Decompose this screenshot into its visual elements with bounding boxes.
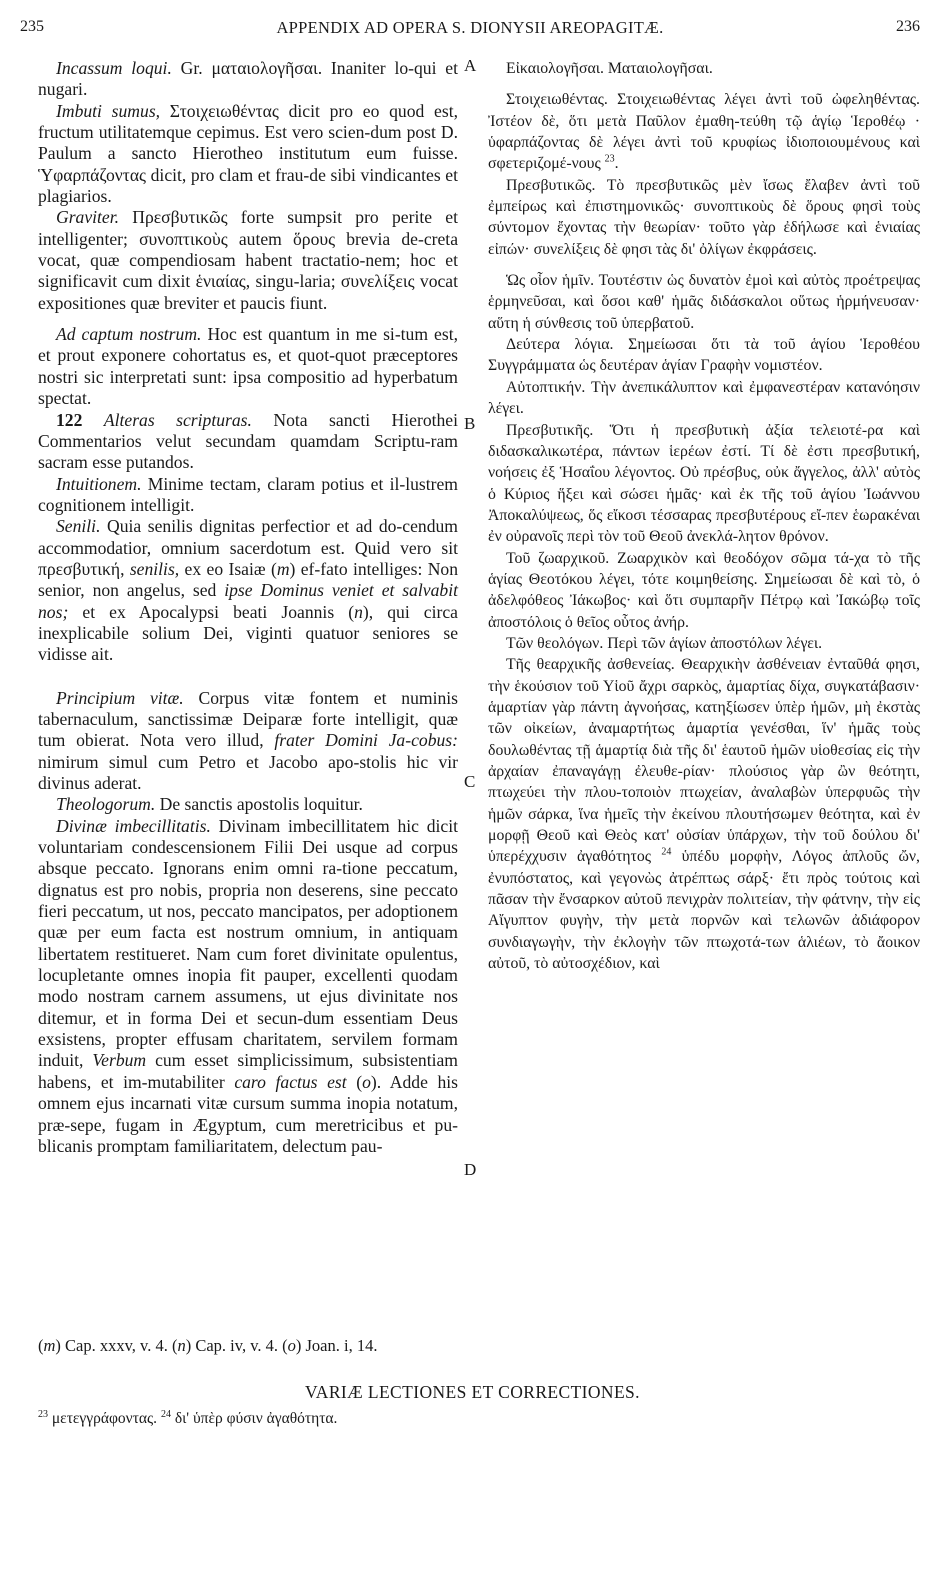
- greek-paragraph: Τῆς θεαρχικῆς ἀσθενείας. Θεαρχικὴν ἀσθένειαν ἐνταῦθά φησι, τὴν ἑκούσιον τοῦ Υἱοῦ ἄχρι σαρκὸς, ἁμαρτίας δίχα, συγκατάβασιν· ἁμαρτίαν γὰρ πάντη ἀγνοήσας, κατηξίωσεν ὑπὲρ ἡμῶν, μὴ ἐκστὰς τῶν οἰκείων, ἀναμαρτήτως ἁμαρτία γενέσθαι, ἵν' ἡμᾶς τοὺς δουλωθέντας τῇ ἁμαρτίᾳ διὰ τῆς δι' ἑαυτοῦ ἡμῶν υἱοθεσίας εἰς τὴν ἀρχαίαν ἐπαναγάγῃ ἐλευθε-ρίαν· πλούσιος γὰρ ὢν θεότητι, πτωχεύει τὴν πλου-τοποιὸν πτωχείαν, ἀναλαβὼν ὑπερφυῶς τὴν ἡμῶν σάρκα, ἵνα ἡμεῖς τὴν ἐκείνου πλουτήσωμεν θεότητα, καὶ ἐν μορφῇ Θεοῦ καὶ Θεὸς κατ' οὐσίαν ὑπάρχων, τὴν τοῦ δούλου δι' ὑπερέχχυσιν ἀγαθότητος $^{24}$ ὑπέδυ μορφὴν, Λόγος ἁπλοῦς ὤν, ἐνυπόστατος, καὶ γεγονὼς ἀτρέπτως σάρξ· ἔτι πρὸς τούτοις καὶ πᾶσαν τὴν ἔνσαρκον αὐτοῦ πενιχρὰν πολιτείαν, τὴν φάτνην, τὴν εἰς Αἴγυπτον φυγὴν, τὴν μετὰ πορνῶν καὶ τελωνῶν ἀδιάφορον συνδιαγωγὴν, τὴν ἐκλογὴν τῶν πτωχοτά-των ἁλιέων, τὸ ἄοικον αὐτοῦ, τὸ αὐτοσχέδιον, καὶ: [488, 656, 920, 973]
- latin-paragraph: Divinæ imbecillitatis. Divinam imbecillitatem hic dicit voluntariam condescensionem Filii Dei usque ad corpus absque peccato. Ignorans enim omni ra-tione peccatum, dignatus est pro nobis, propria non deserens, sine peccato fieri peccatum, ut nos, peccato mancipatos, per adoptionem quæ per eum facta est nostrum omnium, in antiquam libertatem restitueret. Nam cum foret divinitate opulentus, locupletante omnes inopia fit pauper, excellenti quodam modo nostram carnem assumens, ut ejus divinitate nos ditemur, et in forma Dei et secun-dum essentiam Deus exsistens, propter effusam charitatem, servilem formam induit, Verbum cum esset simplicissimum, subsistentiam habens, et im-mutabiliter caro factus est (o). Adde his omnem ejus incarnati vitæ cursum summa inopia notatum, præ-sepe, fugam in Ægyptum, cum meretricibus et pu-blicanis promptam familiaritatem, delectum pau-: [38, 815, 458, 1156]
- greek-paragraph: Πρεσβυτικῶς. Τὸ πρεσβυτικῶς μὲν ἴσως ἔλαβεν ἀντὶ τοῦ ἐμπείρως καὶ ἐπιστημονικῶς· συνοπτικοὺς δὲ ὅρους φησὶ τοὺς σύντομον ἔχοντας τὴν θεωρίαν· τοῦτο γὰρ ἐδήλωσε καὶ ἑνιαίας εἰπών· συνελίξεις δὲ φησι τὰς δι' ὀλίγων ἐκφράσεις.: [488, 176, 920, 258]
- greek-paragraph: Τοῦ ζωαρχικοῦ. Ζωαρχικὸν καὶ θεοδόχον σῶμα τά-χα τὸ τῆς ἁγίας Θεοτόκου λέγει, τότε κοιμηθείσης. Σημείωσαι δὲ καὶ τὸ, ὁ ἀδελφόθεος Ἰάκωβος· καὶ ὅτι συμπαρῆν Πέτρῳ καὶ Ἰακώβῳ τοῖς ἀποστόλοις ὁ θεῖος οὗτος ἀνήρ.: [488, 549, 920, 631]
- greek-column: [488, 58, 920, 974]
- latin-paragraph: Senili. Quia senilis dignitas perfectior et ad do-cendum accommodatior, omnium sacerdotum est. Quid vero sit πρεσβυτική, senilis, ex eo Isaiæ (m) ef-fato intelliges: Non senior, non angelus, sed ipse Dominus veniet et salvabit nos; et ex Apocalypsi beati Joannis (n), qui circa inexplicabile solium Dei, viginti quatuor seniores se vidisse ait.: [38, 516, 458, 665]
- latin-paragraph: Intuitionem. Minime tectam, claram potius et il-lustrem cognitionem intelligit.: [38, 473, 458, 515]
- greek-paragraph: Ὡς οἷον ἡμῖν. Τουτέστιν ὡς δυνατὸν ἐμοὶ καὶ αὐτὸς προέτρεψας ἑρμηνεῦσαι, καὶ ὅσοι καθ' ἡμᾶς διδάσκαλοι οὕτως ἡρμήνευσαν· αὕτη ἡ σύνθεσις τοῦ ὑπερβατοῦ.: [488, 272, 920, 332]
- latin-paragraph: Principium vitæ. Corpus vitæ fontem et numinis tabernaculum, sanctissimæ Deiparæ forte intelligit, quæ tum obierat. Nota vero illud, frater Domini Ja-cobus: nimirum simul cum Petro et Jacobo apo-stolis hic vir divinus aderat.: [38, 687, 458, 793]
- greek-paragraph: Αὐτοπτικήν. Τὴν ἀνεπικάλυπτον καὶ ἐμφανεστέραν κατανόησιν λέγει.: [488, 378, 920, 418]
- latin-paragraph: Graviter. Πρεσβυτικῶς forte sumpsit pro perite et intelligenter; συνοπτικοὺς autem ὅρους brevia de-creta vocat, quæ compendiosam habent tractatio-nem; hoc et significavit cum dixit ἑνιαίας, singu-laria; συνελίξεις vocat expositiones quæ breviter et paucis fiunt.: [38, 207, 458, 313]
- latin-paragraph: 122 Alteras scripturas. Nota sancti Hierothei Commentarios velut secundam quamdam Scriptu-ram sacram esse putandos.: [38, 409, 459, 473]
- greek-paragraph: Δεύτερα λόγια. Σημείωσαι ὅτι τὰ τοῦ ἁγίου Ἱεροθέου Συγγράμματα ὡς δευτέραν ἁγίαν Γραφὴν νομιστέον.: [488, 336, 920, 375]
- margin-marker: B: [464, 414, 476, 433]
- page-number-right: 236: [896, 18, 920, 35]
- greek-paragraph: Πρεσβυτικῆς. Ὅτι ἡ πρεσβυτικὴ ἀξία τελειοτέ-ρα καὶ διδασκαλικωτέρα, πάντων ἱερέων ἐστί. Τί δὲ ἐστι πρεσβυτική, νοήσεις ἐξ Ἡσαΐου λέγοντος. Οὐ πρέσβυς, οὐκ ἄγγελος, ἀλλ' αὐτὸς ὁ Κύριος ἥξει καὶ σώσει ἡμᾶς· καὶ ἐκ τῆς τοῦ ἁγίου Ἰωάννου Ἀποκαλύψεως, ὅς εἴκοσι τέσσαρας πρεσβυτέρους εἴ-πεν ἑωρακέναι ἐν οὐρανοῖς περὶ τὸν τοῦ Θεοῦ ἀνεκλά-λητον θρόνον.: [488, 421, 920, 546]
- margin-marker: A: [464, 56, 477, 75]
- variae-note: $^{23}$ μετεγγράφοντας. $^{24}$ δι' ὑπὲρ φύσιν ἀγαθότητα.: [38, 1408, 338, 1427]
- latin-paragraph: Imbuti sumus, Στοιχειωθέντας dicit pro eo quod est, fructum utilitatemque cepimus. Est vero scien-dum post D. Paulum a sancto Hierotheo institutum eum fuisse. Ὑφαρπάζοντας dicit, pro clam et frau-de sibi vindicantes et plagiarios.: [38, 100, 458, 207]
- greek-paragraph: Στοιχειωθέντας. Στοιχειωθέντας λέγει ἀντὶ τοῦ ὠφεληθέντας. Ἰστέον δὲ, ὅτι μετὰ Παῦλον ἐμαθη-τεύθη τῷ ἁγίῳ Ἱεροθέῳ · ὑφαρπάζοντας δὲ λέγει ἀντὶ τοῦ κρυφίως ἰδιοποιουμένους καὶ σφετεριζομέ-νους $^{23}$.: [488, 91, 920, 173]
- running-title: APPENDIX AD OPERA S. DIONYSII AREOPAGITÆ.: [276, 18, 664, 37]
- variae-title: VARIÆ LECTIONES ET CORRECTIONES.: [305, 1382, 640, 1402]
- latin-paragraph: Ad captum nostrum. Hoc est quantum in me si-tum est, et prout exponere cohortatus es, et quot-quot præceptores nostri sic interpretati sunt: ipsa compositio ad hyperbatum spectat.: [38, 324, 458, 409]
- page-number-left: 235: [20, 18, 44, 35]
- margin-marker: D: [464, 1160, 477, 1179]
- latin-paragraph: Theologorum. De sanctis apostolis loquitur.: [56, 794, 363, 815]
- greek-paragraph: Τῶν θεολόγων. Περὶ τῶν ἁγίων ἀποστόλων λέγει.: [506, 634, 823, 652]
- footnotes: (m) Cap. xxxv, v. 4. (n) Cap. iv, v. 4. (o) Joan. i, 14.: [38, 1336, 378, 1355]
- latin-column: [38, 58, 458, 1157]
- greek-paragraph: Εἰκαιολογῆσαι. Ματαιολογῆσαι.: [506, 60, 713, 77]
- running-header: [20, 18, 920, 40]
- margin-marker: C: [464, 772, 476, 791]
- latin-paragraph: Incassum loqui. Gr. ματαιολογῆσαι. Inaniter lo-qui et nugari.: [38, 58, 458, 100]
